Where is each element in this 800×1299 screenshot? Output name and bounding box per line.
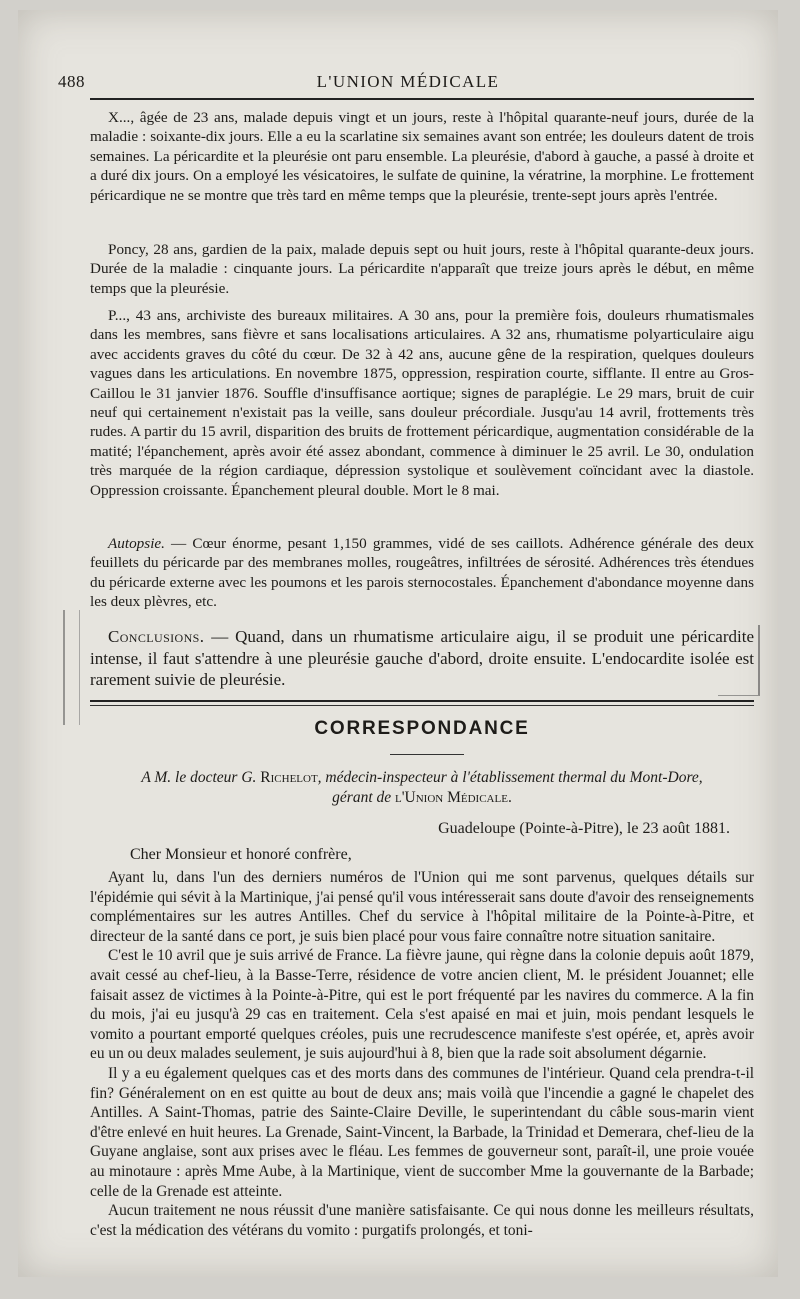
letter-body bbox=[90, 868, 754, 1240]
autopsy-label: Autopsie. bbox=[108, 535, 165, 552]
letter-paragraph: Il y a eu également quelques cas et des morts dans des communes de l'intérieur. Quand cela prendra-t-il fin? Généralement on en est quitte au bout de deux ans; mais voilà que l'incendie a gagné le chapelet des Antilles. A Saint-Thomas, patrie des Sainte-Claire Deville, le superintendant du câble sous-marin vient d'être enlevé en huit heures. La Grenade, Saint-Vincent, la Barbade, la Trinidad et Demerara, chef-lieu de la Guyane anglaise, sont aux prises avec le fléau. Les femmes de gouverneur sont, paraît-il, une proie vouée au minotaure : après Mme Aube, à la Martinique, vient de succomber Mme la gouvernante de la Barbade; celle de la Grenade est atteinte. bbox=[90, 1064, 754, 1200]
title-underline bbox=[390, 754, 464, 755]
book-page bbox=[18, 10, 778, 1277]
letter-address bbox=[90, 768, 754, 808]
conclusions-text: — Quand, dans un rhumatisme articulaire aigu, il se produit une péricardite intense, il faut s'attendre à une pleurésie gauche d'abord, droite ensuite. L'endocardite isolée est rarement suivie de pleurésie. bbox=[90, 627, 754, 689]
page-header bbox=[58, 64, 758, 94]
running-title: L'UNION MÉDICALE bbox=[316, 72, 500, 91]
case-paragraph: X..., âgée de 23 ans, malade depuis vingt et un jours, reste à l'hôpital quarante-neuf jours, durée de la maladie : soixante-dix jours. Elle a eu la scarlatine six semaines avant son entrée; les douleurs datent de trois semaines. La péricardite et la pleurésie ont paru ensemble. La pleurésie, d'abord à gauche, a passé à droite et a duré dix jours. On a employé les vésicatoires, le sulfate de quinine, la vératrine, la morphine. Le frottement péricardique ne se montre que très tard en même temps que la pleurésie, trente-sept jours après l'entrée. bbox=[90, 109, 754, 204]
journal-name: l'Union Médicale bbox=[395, 789, 508, 806]
autopsy-text: — Cœur énorme, pesant 1,150 grammes, vidé de ses caillots. Adhérence générale des deux feuillets du péricarde par des membranes molles, rougeâtres, infiltrées de sérosité. Adhérences très étendues du péricarde externe avec les poumons et les parois sternocostales. Épanchement d'abondance moyenne dans les deux plèvres, etc. bbox=[90, 535, 754, 611]
page-number: 488 bbox=[58, 72, 85, 91]
case-paragraph: P..., 43 ans, archiviste des bureaux militaires. A 30 ans, pour la première fois, douleurs rhumatismales dans les membres, sans fièvre et sans localisations articulaires. A 32 ans, rhumatisme polyarticulaire aigu avec accidents graves du côté du cœur. De 32 à 42 ans, aucune gêne de la respiration, quelques douleurs vagues dans les articulations. En novembre 1875, oppression, respiration courte, sifflante. Il entre au Gros-Caillou le 31 janvier 1876. Souffle d'insuffisance aortique; signes de paraplégie. Le 29 mars, bruit de cuir neuf qui certainement n'existait pas la veille, sans douleur précordiale. Jusqu'au 14 avril, frottements très rudes. A partir du 15 avril, disparition des bruits de frottement péricardique, augmentation considérable de la matité; l'épanchement, après avoir été assez abondant, commence à diminuer le 25 avril. Le 30, ondulation très marquée de la région cardiaque, dépression systolique et soulèvement coïncidant avec la diastole. Oppression croissante. Épanchement pleural double. Mort le 8 mai. bbox=[90, 307, 754, 499]
section-rule-top bbox=[90, 700, 754, 702]
conclusions-label: Conclusions. bbox=[108, 627, 205, 646]
letter-place-date: Guadeloupe (Pointe-à-Pitre), le 23 août 1881. bbox=[438, 820, 730, 837]
header-rule bbox=[90, 98, 754, 100]
letter-paragraph: Ayant lu, dans l'un des derniers numéros de l'Union qui me sont parvenus, quelques détails sur l'épidémie qui sévit à la Martinique, j'ai pensé qu'il vous intéresserait sans doute d'avoir des renseignements complémentaires sur les autres Antilles. Chef du service à l'hôpital militaire de la Pointe-à-Pitre, et directeur de la santé dans ce port, je suis bien placé pour vous faire connaître notre situation sanitaire. bbox=[90, 869, 754, 945]
case-paragraph: Poncy, 28 ans, gardien de la paix, malade depuis sept ou huit jours, reste à l'hôpital quarante-deux jours. Durée de la maladie : cinquante jours. La péricardite n'apparaît que treize jours après le début, en même temps que la pleurésie. bbox=[90, 241, 754, 297]
section-title: CORRESPONDANCE bbox=[314, 718, 530, 739]
case-report-p bbox=[90, 306, 754, 500]
address-prefix: A M. le docteur G. bbox=[141, 769, 261, 786]
address-end: . bbox=[507, 789, 512, 806]
letter-greeting: Cher Monsieur et honoré confrère, bbox=[130, 846, 352, 863]
handwritten-margin-mark bbox=[63, 610, 80, 725]
letter-paragraph: Aucun traitement ne nous réussit d'une manière satisfaisante. Ce qui nous donne les meilleurs résultats, c'est la médication des vétérans du vomito : purgatifs prolongés, et toni- bbox=[90, 1202, 754, 1239]
letter-paragraph: C'est le 10 avril que je suis arrivé de France. La fièvre jaune, qui règne dans la colonie depuis août 1879, avait cessé au chef-lieu, à la Basse-Terre, résidence de votre ancien client, M. le président Jouannet; elle faisait assez de victimes à la Pointe-à-Pitre, qui est le port fréquenté par les navires du commerce. A la fin du mois, j'ai eu jusqu'à 29 cas en traitement. Cela s'est apaisé en mai et juin, mois pendant lesquels le vomito a pourtant emporté quelques créoles, puis une recrudescence manifeste s'est opérée, et, après avoir eu un ou deux malades seulement, je suis aujourd'hui à 8, bien que la rade soit absolument dégarnie. bbox=[90, 947, 754, 1063]
addressee-title: , médecin-inspecteur à l'établissement thermal du Mont-Dore, bbox=[317, 769, 703, 786]
case-report-poncy bbox=[90, 240, 754, 298]
autopsy-section bbox=[90, 534, 754, 612]
address-role: gérant de bbox=[332, 789, 396, 806]
conclusions-section bbox=[90, 626, 754, 691]
case-report-x bbox=[90, 108, 754, 205]
section-rule-bottom bbox=[90, 705, 754, 706]
addressee-name: Richelot bbox=[260, 769, 318, 786]
